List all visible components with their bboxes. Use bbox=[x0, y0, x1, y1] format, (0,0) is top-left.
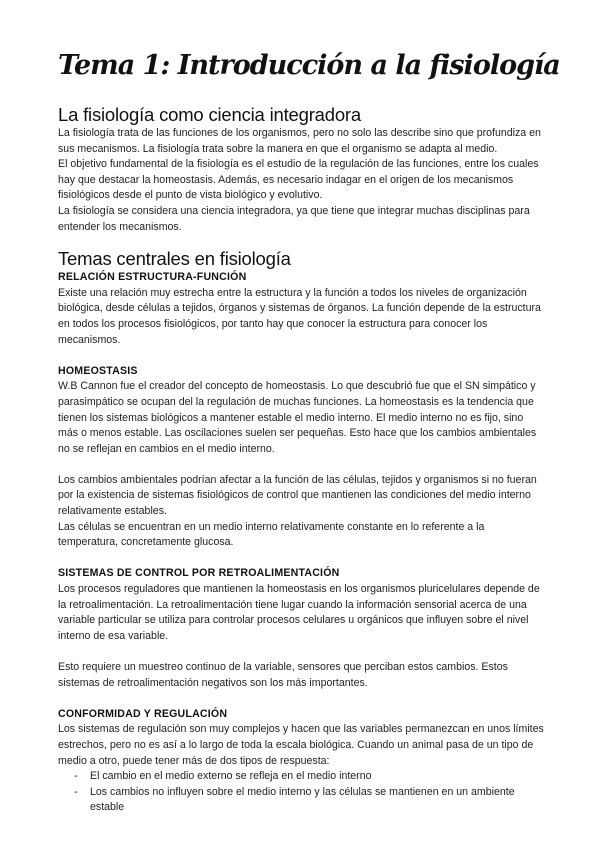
spacer bbox=[58, 691, 544, 707]
spacer bbox=[58, 348, 544, 364]
paragraph: Los cambios ambientales podrían afectar a la función de las células, tejidos y organismos si no fueran por la existencia de sistemas fisiológicos de control que mantienen las condiciones del medio interno relativamente estables. bbox=[58, 473, 537, 518]
document-body bbox=[58, 104, 544, 816]
section-heading-ciencia-integradora: La fisiología como ciencia integradora bbox=[58, 104, 361, 125]
paragraph: La fisiología se considera una ciencia integradora, ya que tiene que integrar muchas disciplinas para entender los mecanismos. bbox=[58, 204, 530, 233]
subheading-sistemas-de-control: SISTEMAS DE CONTROL POR RETROALIMENTACIÓN bbox=[58, 567, 340, 580]
subheading-relacion-estructura-funcion: RELACIÓN ESTRUCTURA-FUNCIÓN bbox=[58, 271, 247, 284]
page-title: Tema 1: Introducción a la fisiología bbox=[58, 50, 560, 81]
paragraph: El objetivo fundamental de la fisiología es el estudio de la regulación de las funciones, entre los cuales hay que destacar la homeostasis. Además, es necesario indagar en el origen de los mecanismos fisiológicos desde el punto de vista biológico y evolutivo. bbox=[58, 158, 539, 202]
paragraph: Existe una relación muy estrecha entre la estructura y la función a todos los niveles de organización biológica, desde células a tejidos, órganos y sistemas de órganos. La función depende de la estructura en todos los procesos fisiológicos, por tanto hay que conocer la estructura para conocer los mecanismos. bbox=[58, 286, 541, 346]
paragraph: Las células se encuentran en un medio interno relativamente constante en lo referente a la temperatura, concretamente glucosa. bbox=[58, 520, 485, 549]
bullet-list bbox=[58, 769, 544, 816]
list-item: - Los cambios no influyen sobre el medio interno y las células se mantienen en un ambiente estable bbox=[90, 785, 544, 816]
subheading-conformidad-y-regulacion: CONFORMIDAD Y REGULACIÓN bbox=[58, 707, 228, 720]
section-heading-temas-centrales: Temas centrales en fisiología bbox=[58, 248, 291, 270]
paragraph: Los sistemas de regulación son muy complejos y hacen que las variables permanezcan en unos límites estrechos, pero no es así a lo largo de toda la escala biológica. Cuando un animal pasa de un tipo de medio a otro, puede tener más de dos tipos de respuesta: bbox=[58, 723, 544, 767]
paragraph: W.B Cannon fue el creador del concepto de homeostasis. Lo que descubrió fue que el SN simpático y parasimpático se ocupan del la regulación de muchas funciones. La homeostasis es la tendencia que tienen los sistemas biológicos a mantener estable el medio interno. El medio interno no es fijo, sino más o menos estable. Las oscilaciones suelen ser pequeñas. Esto hace que los cambios ambientales no se reflejan en cambios en el medio interno. bbox=[58, 380, 537, 455]
spacer bbox=[58, 551, 544, 567]
paragraph: La fisiología trata de las funciones de los organismos, pero no solo las describe sino que profundiza en sus mecanismos. La fisiología trata sobre la manera en que el organismo se adapta al medio. bbox=[58, 127, 541, 155]
list-item: - El cambio en el medio externo se refleja en el medio interno bbox=[90, 769, 544, 785]
subheading-homeostasis: HOMEOSTASIS bbox=[58, 364, 138, 377]
spacer bbox=[58, 644, 544, 660]
spacer bbox=[58, 457, 544, 473]
paragraph: Los procesos reguladores que mantienen la homeostasis en los organismos pluricelulares depende de la retroalimentación. La retroalimentación tiene lugar cuando la información sensorial acerca de una variable particular se utiliza para controlar procesos celulares u orgánicos que influyen sobre el nivel interno de esa variable. bbox=[58, 583, 540, 642]
paragraph: Esto requiere un muestreo continuo de la variable, sensores que perciban estos cambios. Estos sistemas de retroalimentación negativos son los más importantes. bbox=[58, 661, 508, 689]
